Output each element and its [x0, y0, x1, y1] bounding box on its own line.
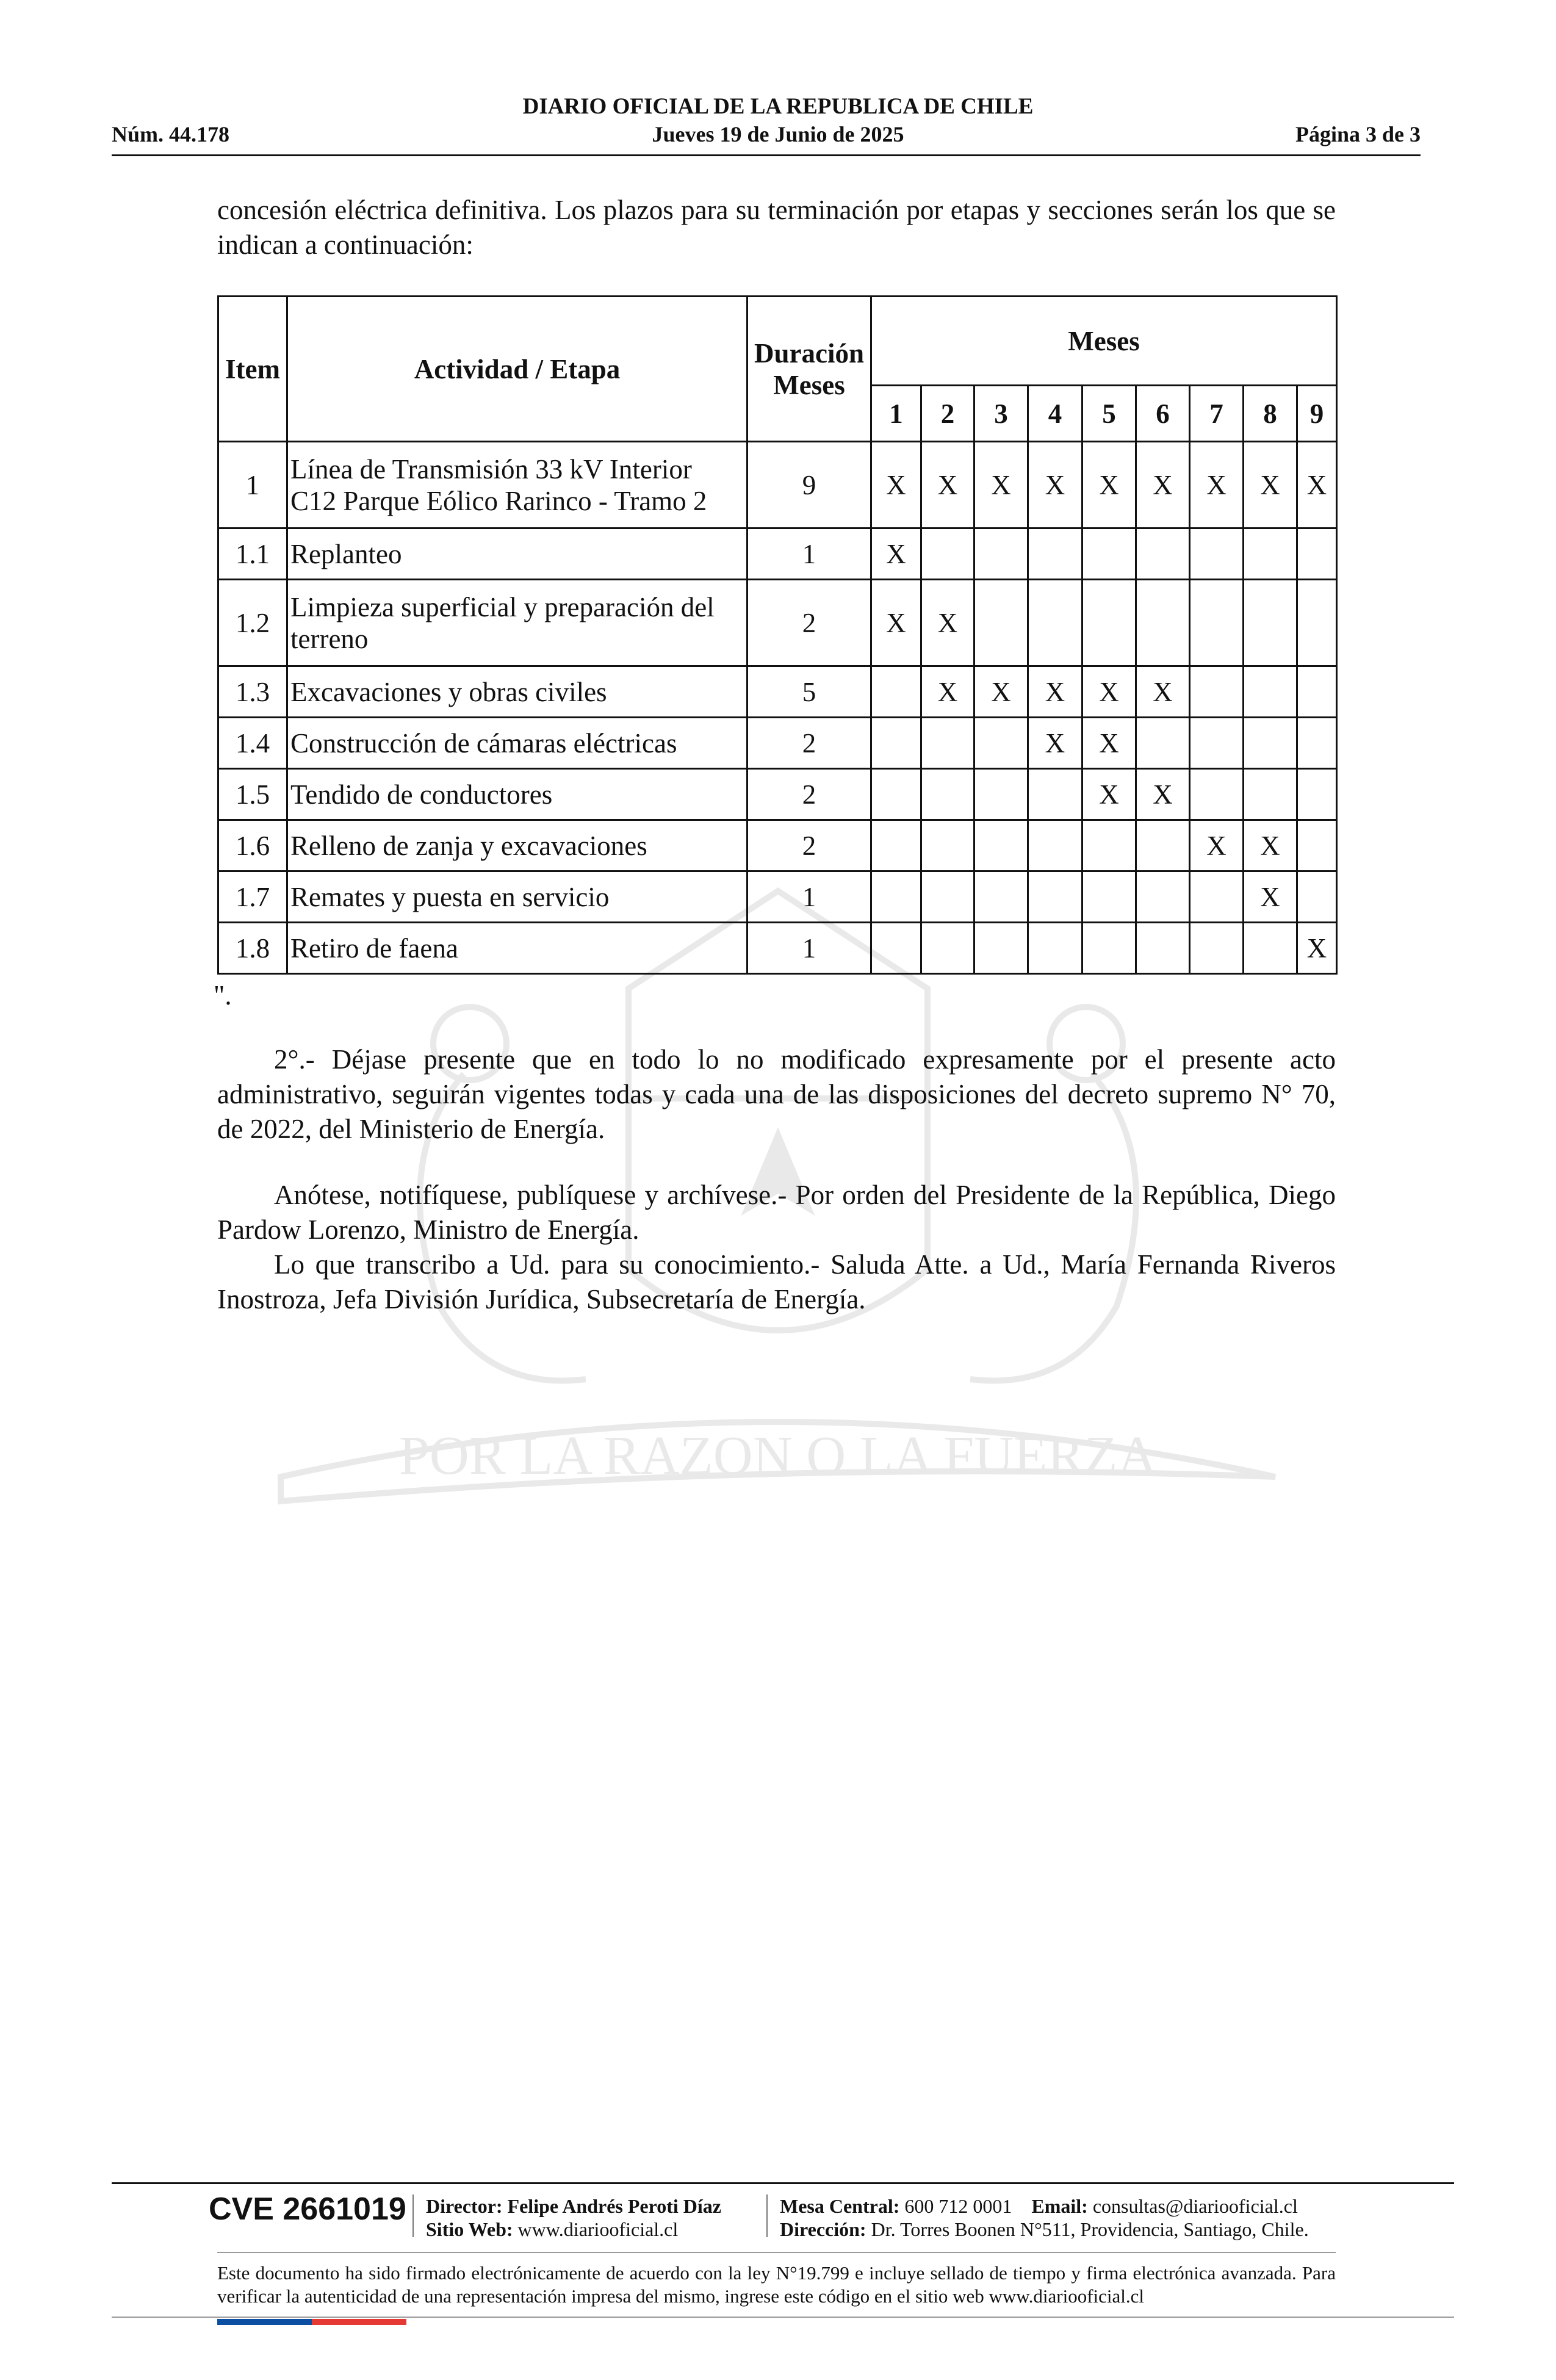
month-cell-9: X — [1297, 442, 1337, 528]
month-cell-8 — [1244, 580, 1297, 666]
header-month-6: 6 — [1136, 386, 1190, 442]
month-cell-2: X — [921, 580, 974, 666]
month-cell-1 — [871, 769, 921, 820]
month-cell-3 — [974, 820, 1028, 871]
email-address[interactable]: consultas@diariooficial.cl — [1092, 2195, 1298, 2217]
table-row — [218, 923, 1337, 974]
header-month-3: 3 — [974, 386, 1028, 442]
month-cell-9 — [1297, 528, 1337, 580]
header-month-8: 8 — [1244, 386, 1297, 442]
month-cell-7 — [1190, 580, 1244, 666]
month-cell-6 — [1136, 820, 1190, 871]
month-cell-2: X — [921, 666, 974, 718]
month-cell-8 — [1244, 666, 1297, 718]
table-row — [218, 769, 1337, 820]
month-cell-9 — [1297, 820, 1337, 871]
month-cell-2: X — [921, 442, 974, 528]
site-url[interactable]: www.diariooficial.cl — [517, 2218, 679, 2240]
row-item: 1.8 — [218, 923, 287, 974]
month-cell-3 — [974, 923, 1028, 974]
closing-quote: ". — [214, 980, 232, 1011]
address-label: Dirección: — [780, 2218, 866, 2240]
header-months-group: Meses — [871, 297, 1337, 386]
row-duration: 9 — [747, 442, 871, 528]
schedule-body — [218, 442, 1337, 974]
director-label: Director: — [426, 2195, 503, 2217]
month-cell-7 — [1190, 871, 1244, 923]
legal-notice: Este documento ha sido firmado electrónicamente de acuerdo con la ley N°19.799 e incluye sellado de tiempo y firma electrónica avanzada. Para verificar la autenticidad de una representación impresa del mismo, ingrese este código en el sitio web www.diariooficial.cl — [217, 2262, 1336, 2307]
month-cell-6 — [1136, 580, 1190, 666]
month-cell-1: X — [871, 442, 921, 528]
month-cell-1 — [871, 923, 921, 974]
month-cell-5: X — [1082, 666, 1136, 718]
month-cell-5 — [1082, 528, 1136, 580]
month-cell-6: X — [1136, 666, 1190, 718]
month-cell-6 — [1136, 528, 1190, 580]
month-cell-2 — [921, 528, 974, 580]
footer-separator — [412, 2194, 414, 2237]
table-row — [218, 528, 1337, 580]
row-duration: 2 — [747, 718, 871, 769]
newspaper-title: DIARIO OFICIAL DE LA REPUBLICA DE CHILE — [522, 94, 1034, 119]
month-cell-3: X — [974, 666, 1028, 718]
month-cell-6 — [1136, 718, 1190, 769]
month-cell-9 — [1297, 769, 1337, 820]
month-cell-2 — [921, 820, 974, 871]
row-duration: 2 — [747, 769, 871, 820]
footer-divider-mid — [217, 2252, 1336, 2253]
month-cell-7 — [1190, 923, 1244, 974]
header-month-1: 1 — [871, 386, 921, 442]
header-month-7: 7 — [1190, 386, 1244, 442]
month-cell-7: X — [1190, 442, 1244, 528]
month-cell-2 — [921, 718, 974, 769]
month-cell-8: X — [1244, 442, 1297, 528]
month-cell-1 — [871, 871, 921, 923]
address-value: Dr. Torres Boonen N°511, Providencia, Santiago, Chile. — [871, 2218, 1309, 2240]
footer-divider-bottom — [112, 2317, 1454, 2318]
month-cell-9 — [1297, 718, 1337, 769]
row-duration: 1 — [747, 871, 871, 923]
month-cell-5: X — [1082, 442, 1136, 528]
month-cell-3 — [974, 528, 1028, 580]
row-activity: Limpieza superficial y preparación del terreno — [287, 580, 747, 666]
table-row — [218, 442, 1337, 528]
row-activity: Relleno de zanja y excavaciones — [287, 820, 747, 871]
month-cell-7 — [1190, 666, 1244, 718]
month-cell-6 — [1136, 923, 1190, 974]
row-item: 1.5 — [218, 769, 287, 820]
footer-contact-block — [780, 2194, 1309, 2241]
header-item: Item — [218, 297, 287, 442]
table-row — [218, 820, 1337, 871]
month-cell-3 — [974, 718, 1028, 769]
month-cell-9: X — [1297, 923, 1337, 974]
row-activity: Construcción de cámaras eléctricas — [287, 718, 747, 769]
flag-stripe-red — [312, 2319, 406, 2325]
month-cell-1: X — [871, 580, 921, 666]
month-cell-9 — [1297, 666, 1337, 718]
month-cell-1 — [871, 666, 921, 718]
month-cell-8 — [1244, 528, 1297, 580]
row-duration: 1 — [747, 528, 871, 580]
month-cell-2 — [921, 871, 974, 923]
row-activity: Línea de Transmisión 33 kV Interior C12 Parque Eólico Rarinco - Tramo 2 — [287, 442, 747, 528]
month-cell-4: X — [1028, 718, 1082, 769]
email-label: Email: — [1031, 2195, 1088, 2217]
row-item: 1 — [218, 442, 287, 528]
month-cell-7: X — [1190, 820, 1244, 871]
month-cell-2 — [921, 923, 974, 974]
month-cell-4 — [1028, 528, 1082, 580]
article-2-paragraph: 2°.- Déjase presente que en todo lo no modificado expresamente por el presente acto administrativo, seguirán vigentes todas y cada una de las disposiciones del decreto supremo N° 70, de 2022, del Ministerio de Energía. — [217, 1044, 1336, 1144]
table-row — [218, 718, 1337, 769]
month-cell-8: X — [1244, 820, 1297, 871]
row-item: 1.2 — [218, 580, 287, 666]
row-activity: Retiro de faena — [287, 923, 747, 974]
month-cell-5: X — [1082, 769, 1136, 820]
month-cell-3 — [974, 580, 1028, 666]
header-activity: Actividad / Etapa — [287, 297, 747, 442]
site-label: Sitio Web: — [426, 2218, 513, 2240]
month-cell-8 — [1244, 718, 1297, 769]
row-item: 1.3 — [218, 666, 287, 718]
footer-divider-top — [112, 2182, 1454, 2184]
footer-director-block — [426, 2194, 721, 2241]
construction-schedule-table — [217, 295, 1338, 975]
month-cell-5 — [1082, 820, 1136, 871]
cve-code: CVE 2661019 — [209, 2191, 406, 2227]
header-month-9: 9 — [1297, 386, 1337, 442]
month-cell-5 — [1082, 580, 1136, 666]
transcription-paragraph: Lo que transcribo a Ud. para su conocimiento.- Saluda Atte. a Ud., María Fernanda Riveros Inostroza, Jefa División Jurídica, Subsecretaría de Energía. — [217, 1249, 1336, 1314]
month-cell-4 — [1028, 580, 1082, 666]
month-cell-6 — [1136, 871, 1190, 923]
month-cell-4 — [1028, 769, 1082, 820]
row-duration: 5 — [747, 666, 871, 718]
intro-paragraph: concesión eléctrica definitiva. Los plazos para su terminación por etapas y secciones serán los que se indican a continuación: — [217, 195, 1336, 260]
month-cell-7 — [1190, 718, 1244, 769]
month-cell-4 — [1028, 820, 1082, 871]
row-activity: Replanteo — [287, 528, 747, 580]
month-cell-4: X — [1028, 666, 1082, 718]
month-cell-3: X — [974, 442, 1028, 528]
row-duration: 2 — [747, 820, 871, 871]
month-cell-8: X — [1244, 871, 1297, 923]
month-cell-1: X — [871, 528, 921, 580]
month-cell-9 — [1297, 580, 1337, 666]
row-item: 1.7 — [218, 871, 287, 923]
footer-separator — [766, 2194, 768, 2237]
month-cell-5: X — [1082, 718, 1136, 769]
signoff-paragraph: Anótese, notifíquese, publíquese y archívese.- Por orden del Presidente de la República, Diego Pardow Lorenzo, Ministro de Energía. — [217, 1180, 1336, 1245]
row-activity: Remates y puesta en servicio — [287, 871, 747, 923]
month-cell-3 — [974, 871, 1028, 923]
row-duration: 2 — [747, 580, 871, 666]
row-item: 1.6 — [218, 820, 287, 871]
month-cell-4 — [1028, 871, 1082, 923]
header-duration: Duración Meses — [747, 297, 871, 442]
month-cell-5 — [1082, 923, 1136, 974]
mesa-label: Mesa Central: — [780, 2195, 900, 2217]
flag-stripe-blue — [217, 2319, 312, 2325]
row-activity: Excavaciones y obras civiles — [287, 666, 747, 718]
month-cell-8 — [1244, 923, 1297, 974]
month-cell-7 — [1190, 769, 1244, 820]
month-cell-1 — [871, 718, 921, 769]
month-cell-1 — [871, 820, 921, 871]
month-cell-3 — [974, 769, 1028, 820]
month-cell-4 — [1028, 923, 1082, 974]
mesa-phone: 600 712 0001 — [904, 2195, 1012, 2217]
issue-number: Núm. 44.178 — [112, 122, 230, 146]
header-month-2: 2 — [921, 386, 974, 442]
month-cell-9 — [1297, 871, 1337, 923]
page-indicator: Página 3 de 3 — [1295, 122, 1421, 146]
month-cell-5 — [1082, 871, 1136, 923]
month-cell-2 — [921, 769, 974, 820]
table-row — [218, 580, 1337, 666]
row-duration: 1 — [747, 923, 871, 974]
row-item: 1.4 — [218, 718, 287, 769]
header-divider — [112, 154, 1421, 156]
header-month-4: 4 — [1028, 386, 1082, 442]
month-cell-8 — [1244, 769, 1297, 820]
watermark-motto: POR LA RAZON O LA FUERZA — [398, 1426, 1158, 1486]
issue-date: Jueves 19 de Junio de 2025 — [652, 122, 904, 146]
month-cell-6: X — [1136, 769, 1190, 820]
row-item: 1.1 — [218, 528, 287, 580]
director-name: Felipe Andrés Peroti Díaz — [507, 2195, 721, 2217]
table-row — [218, 666, 1337, 718]
month-cell-6: X — [1136, 442, 1190, 528]
header-month-5: 5 — [1082, 386, 1136, 442]
row-activity: Tendido de conductores — [287, 769, 747, 820]
month-cell-4: X — [1028, 442, 1082, 528]
month-cell-7 — [1190, 528, 1244, 580]
table-row — [218, 871, 1337, 923]
